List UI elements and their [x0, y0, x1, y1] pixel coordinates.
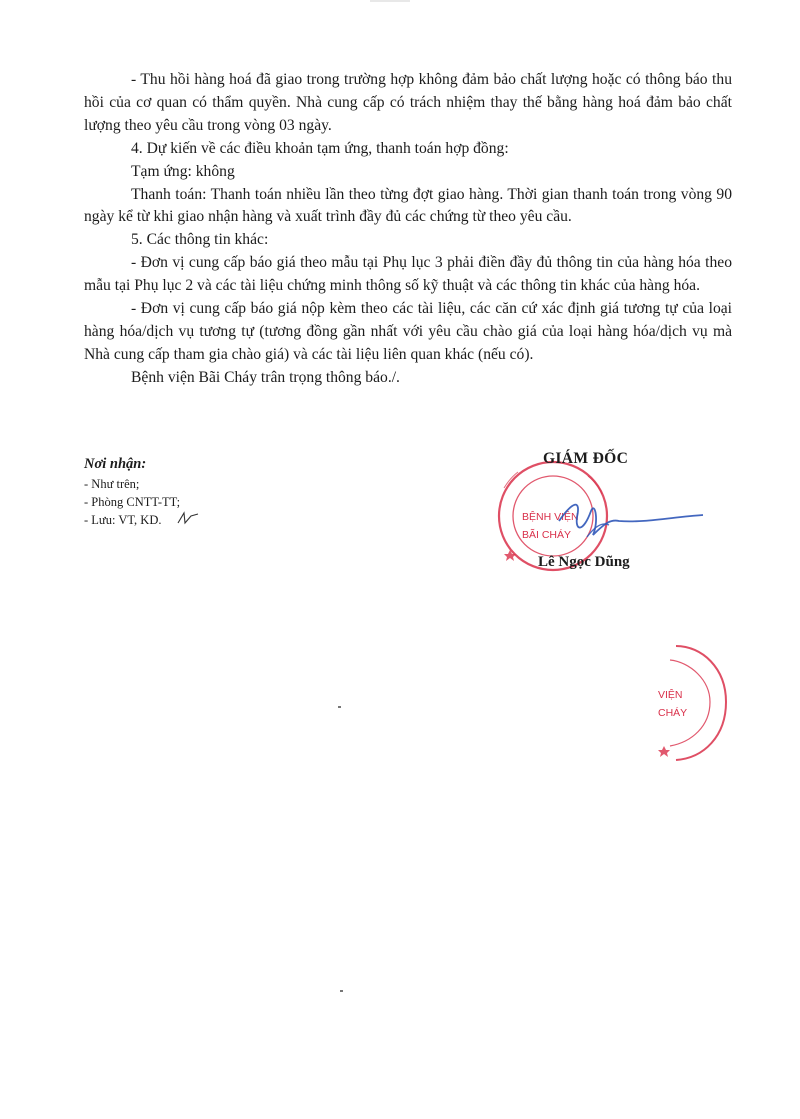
handwritten-signature-icon: [553, 491, 713, 561]
recipient-item: - Như trên;: [84, 477, 140, 491]
partial-seal-icon: [650, 642, 740, 766]
paragraph-other-info-heading: 5. Các thông tin khác:: [131, 231, 269, 249]
paragraph-payment: Thanh toán: Thanh toán nhiều lần theo từng đợt giao hàng. Thời gian thanh toán trong vòng 90 ngày kể từ khi giao nhận hàng và xuất trình đầy đủ các chứng từ theo yêu cầu.: [84, 185, 732, 226]
paragraph-recall-goods: - Thu hồi hàng hoá đã giao trong trường hợp không đảm bảo chất lượng hoặc có thông báo thu hồi của cơ quan có thẩm quyền. Nhà cung cấp có trách nhiệm thay thế bằng hàng hoá đảm bảo chất lượng theo yêu cầu trong vòng 03 ngày.: [84, 71, 732, 134]
initials-mark-icon: [176, 510, 200, 526]
signer-title: GIÁM ĐỐC: [543, 450, 629, 467]
partial-seal-text-line2: CHÁY: [658, 707, 688, 719]
partial-seal-text-line1: VIỆN: [658, 689, 683, 701]
paragraph-advance: Tạm ứng: không: [131, 162, 235, 180]
scan-speck: [338, 706, 341, 708]
scan-speck: [340, 990, 343, 992]
recipient-item: - Lưu: VT, KD.: [84, 513, 162, 527]
signer-name: Lê Ngọc Dũng: [538, 554, 630, 570]
paragraph-quote-documents: - Đơn vị cung cấp báo giá nộp kèm theo các tài liệu, các căn cứ xác định giá tương tự của loại hàng hóa/dịch vụ tương tự (tương đồng gần nhất với yêu cầu chào giá của loại hàng hóa/dịch vụ mà Nhà cung cấp tham gia chào giá) và các tài liệu liên quan khác (nếu có).: [84, 300, 732, 363]
seal-text-line2: BÃI CHÁY: [522, 529, 572, 541]
scan-artifact: [370, 0, 410, 2]
paragraph-payment-terms-heading: 4. Dự kiến về các điều khoản tạm ứng, thanh toán hợp đồng:: [131, 139, 509, 157]
document-body: [84, 69, 732, 390]
paragraph-closing: Bệnh viện Bãi Cháy trân trọng thông báo./.: [131, 368, 400, 386]
paragraph-quote-form: - Đơn vị cung cấp báo giá theo mẫu tại Phụ lục 3 phải điền đầy đủ thông tin của hàng hóa theo mẫu tại Phụ lục 2 và các tài liệu chứng minh thông số kỹ thuật và các thông tin khác của hàng hóa.: [84, 254, 732, 295]
recipients-block: [84, 455, 304, 529]
signature-block: [478, 446, 718, 586]
recipient-item: - Phòng CNTT-TT;: [84, 495, 181, 509]
recipients-heading: Nơi nhận:: [84, 456, 147, 472]
seal-text-line1: BỆNH VIỆN: [522, 511, 579, 523]
